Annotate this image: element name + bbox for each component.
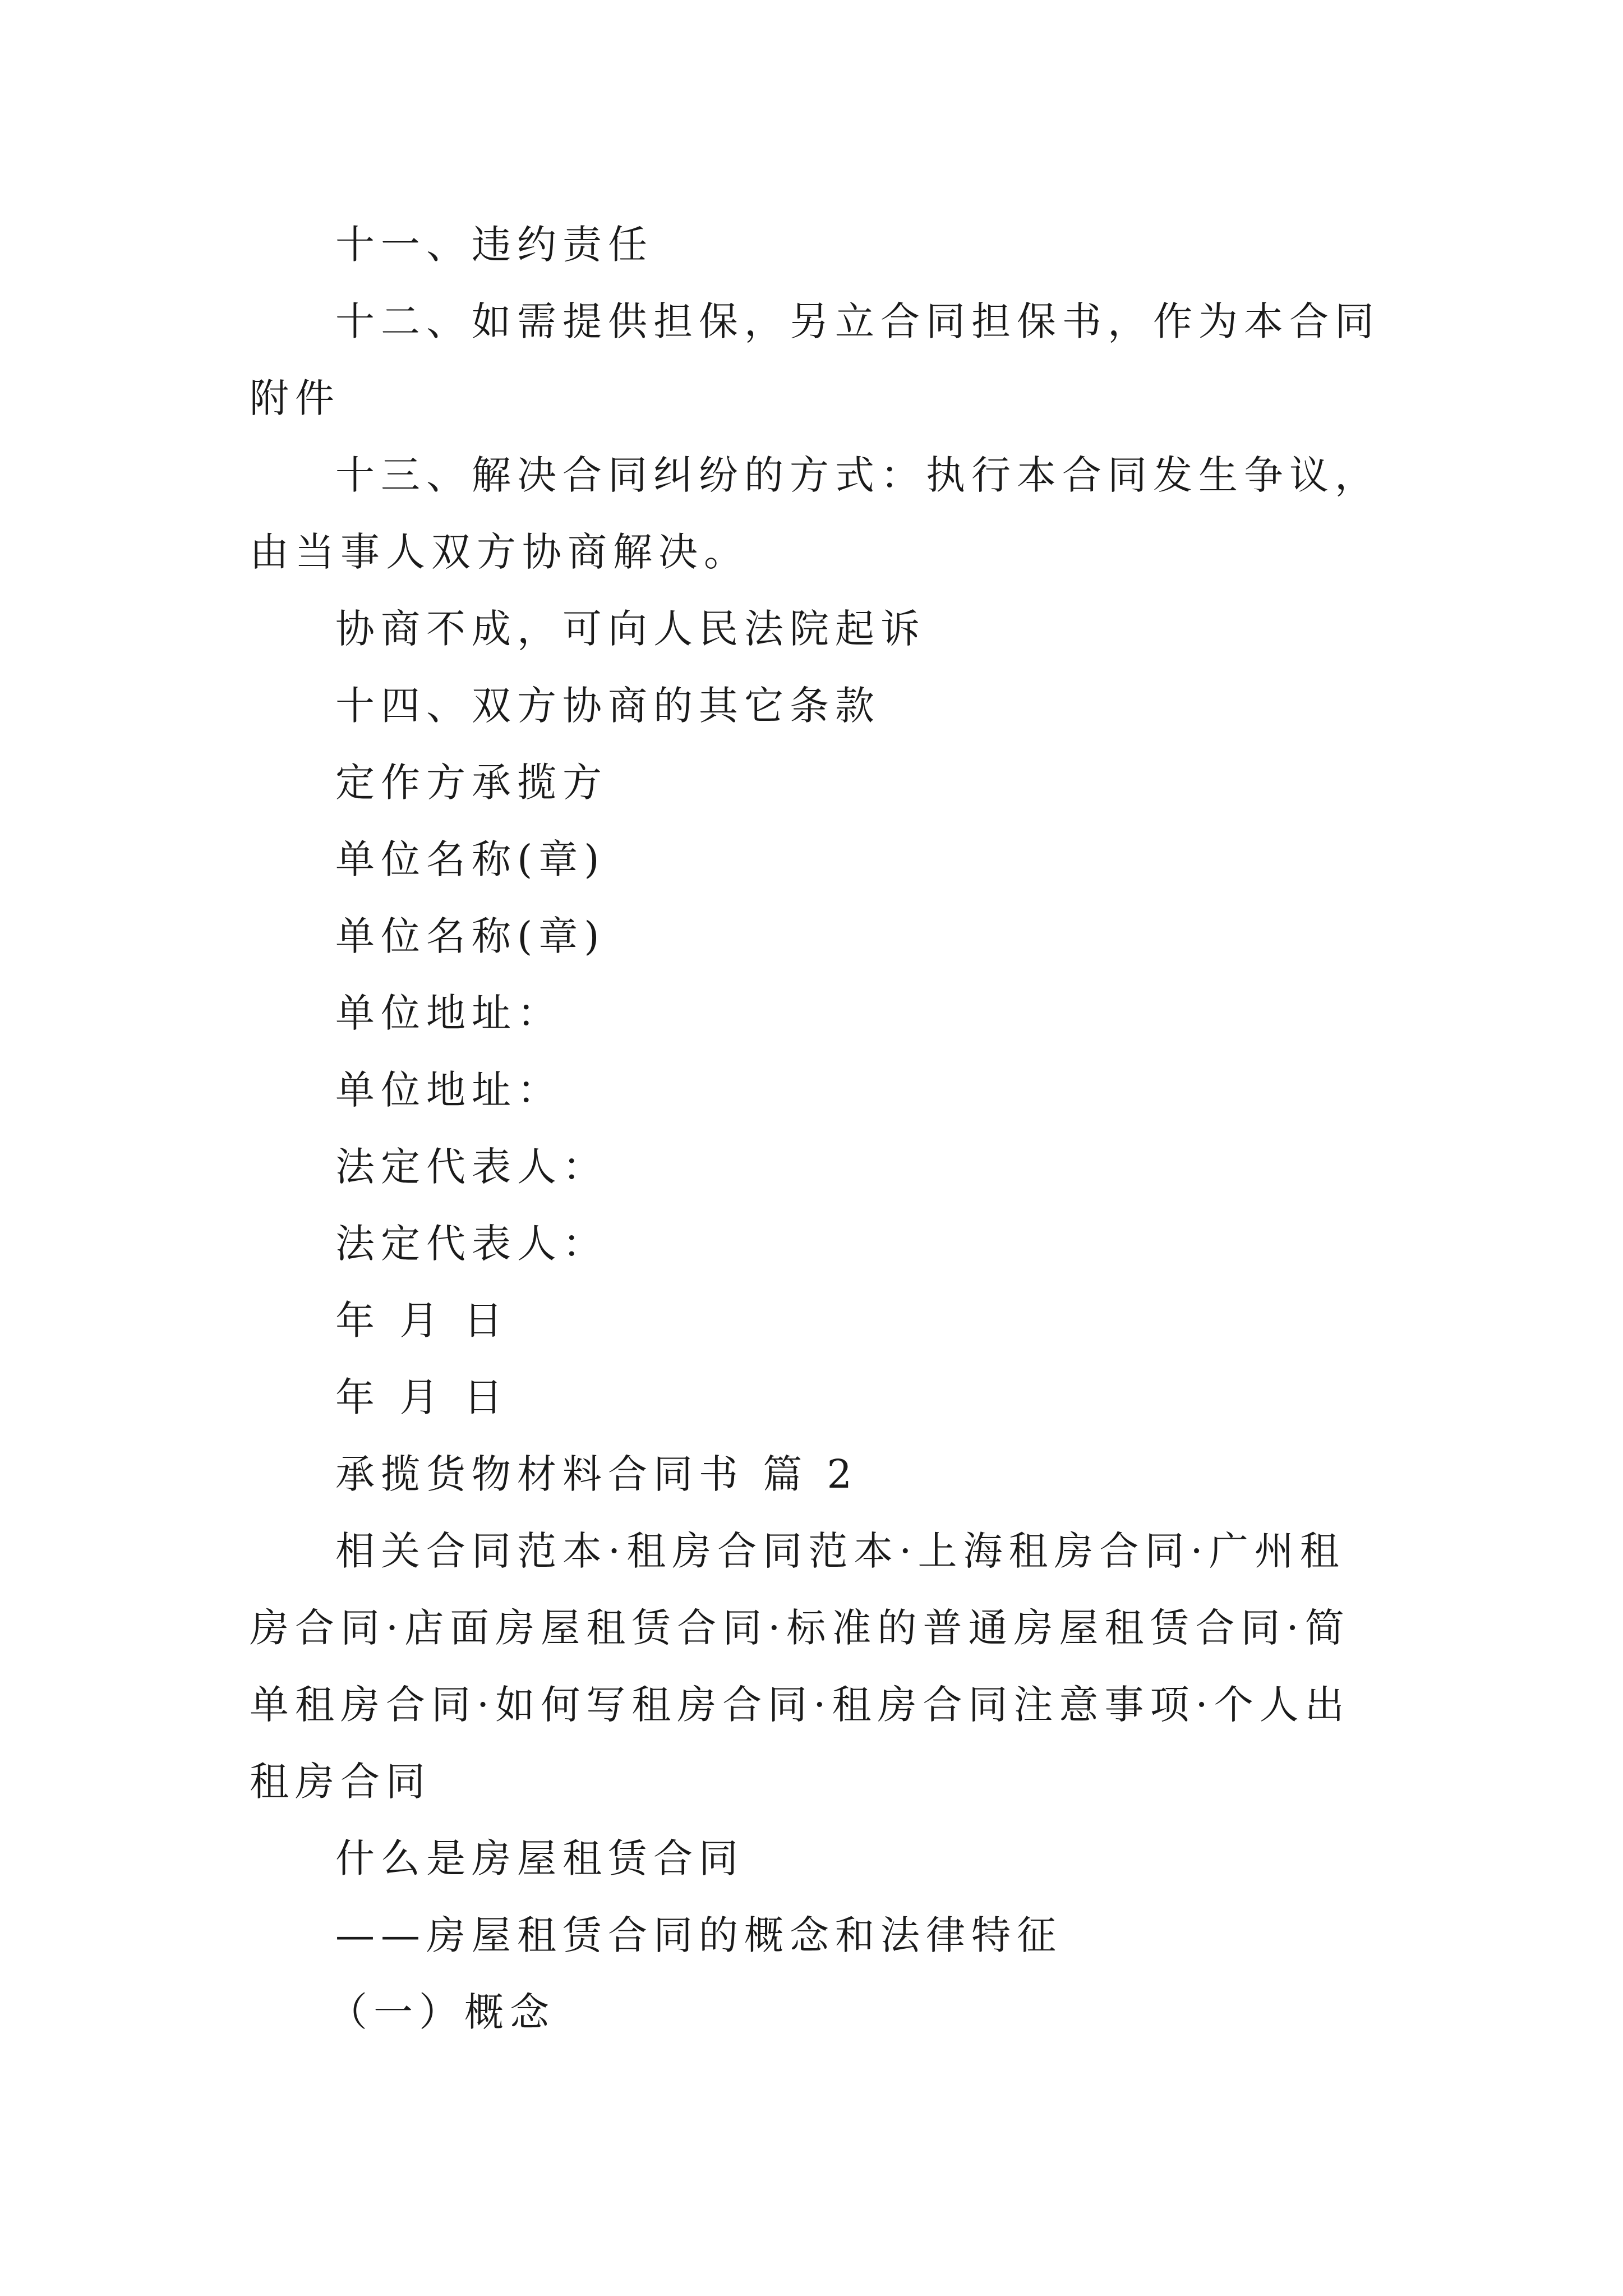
clause-guarantee: 十二、如需提供担保，另立合同担保书，作为本合同附件 xyxy=(250,298,1380,421)
party-b-unit-name: 单位名称(章) xyxy=(335,913,606,959)
clause-litigation: 协商不成，可向人民法院起诉 xyxy=(335,606,926,652)
party-b-date: 年 月 日 xyxy=(335,1374,509,1420)
section-title-part-2: 承揽货物材料合同书 篇 2 xyxy=(335,1451,859,1497)
clause-breach-liability: 十一、违约责任 xyxy=(335,222,653,268)
party-a-date: 年 月 日 xyxy=(335,1297,509,1343)
subheading-concept-legal: ——房屋租赁合同的概念和法律特征 xyxy=(335,1912,1062,1958)
party-b-address: 单位地址： xyxy=(335,1067,562,1113)
party-b-legal-rep: 法定代表人： xyxy=(335,1221,608,1267)
party-headers: 定作方承揽方 xyxy=(335,760,608,806)
document-body xyxy=(250,206,1388,2051)
related-templates-list: 相关合同范本·租房合同范本·上海租房合同·广州租房合同·店面房屋租赁合同·标准的普通房屋租赁合同·简单租房合同·如何写租房合同·租房合同注意事项·个人出租房合同 xyxy=(250,1528,1350,1805)
clause-other-terms: 十四、双方协商的其它条款 xyxy=(335,683,880,729)
party-a-address: 单位地址： xyxy=(335,990,562,1036)
party-a-unit-name: 单位名称(章) xyxy=(335,836,606,882)
clause-dispute-resolution: 十三、解决合同纠纷的方式：执行本合同发生争议，由当事人双方协商解决。 xyxy=(250,452,1380,575)
heading-what-is-lease: 什么是房屋租赁合同 xyxy=(335,1835,744,1881)
subheading-concept: （一）概念 xyxy=(328,1989,555,2035)
party-a-legal-rep: 法定代表人： xyxy=(335,1144,608,1190)
